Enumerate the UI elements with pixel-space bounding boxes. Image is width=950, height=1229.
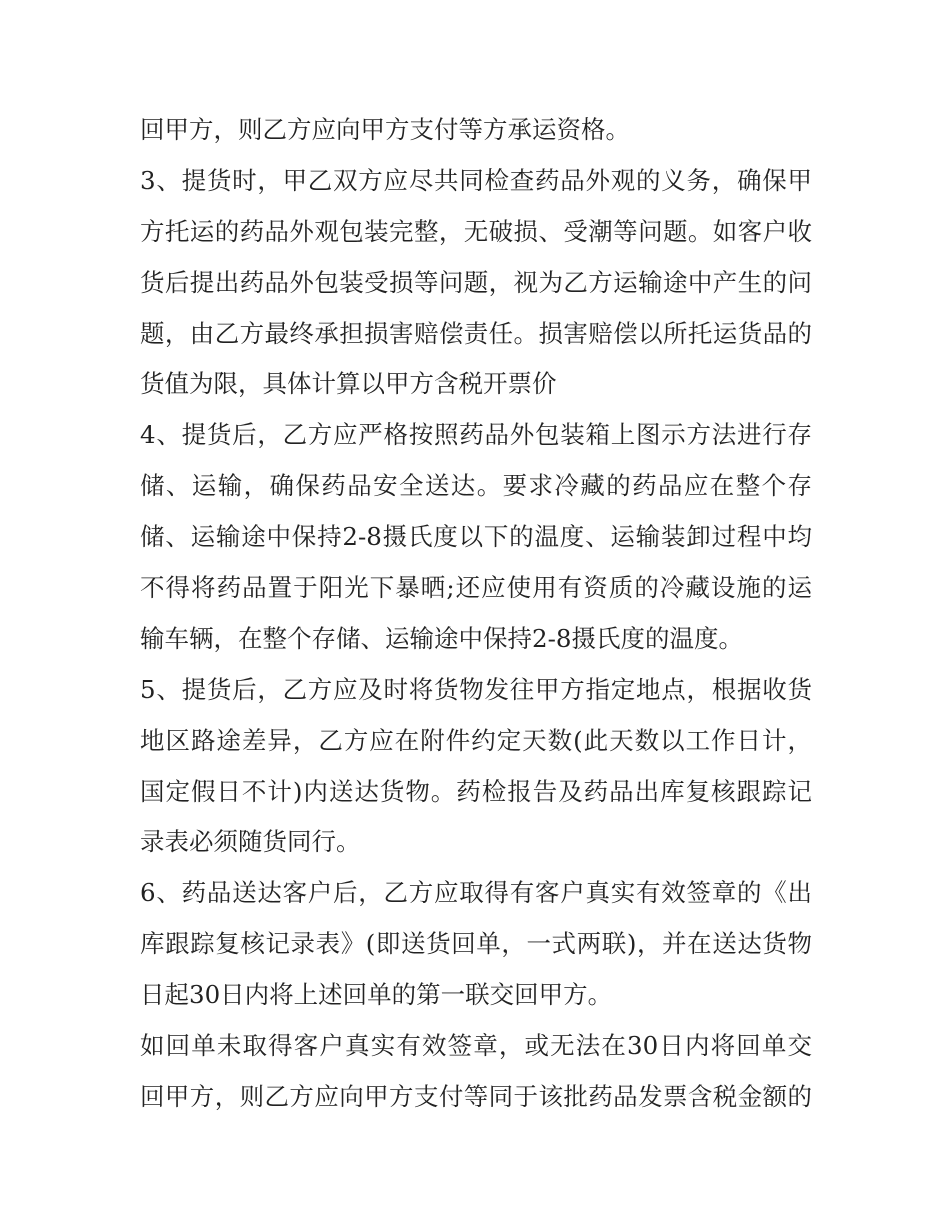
document-line: 回甲方，则乙方应向甲方支付等同于该批药品发票含税金额的 bbox=[140, 1081, 812, 1111]
document-line: 货值为限，具体计算以甲方含税开票价 bbox=[140, 369, 557, 399]
document-line: 5、提货后，乙方应及时将货物发往甲方指定地点，根据收货 bbox=[140, 674, 812, 704]
document-line: 6、药品送达客户后，乙方应取得有客户真实有效签章的《出 bbox=[140, 878, 812, 908]
document-line: 回甲方，则乙方应向甲方支付等方承运资格。 bbox=[140, 115, 630, 144]
document-line: 方托运的药品外观包装完整，无破损、受潮等问题。如客户收 bbox=[140, 216, 812, 246]
document-line: 储、运输途中保持2-8摄氏度以下的温度、运输装卸过程中均 bbox=[140, 522, 812, 552]
document-line: 国定假日不计)内送达货物。药检报告及药品出库复核跟踪记 bbox=[140, 776, 812, 806]
document-line: 输车辆，在整个存储、运输途中保持2-8摄氏度的温度。 bbox=[140, 623, 743, 653]
document-line: 不得将药品置于阳光下暴晒;还应使用有资质的冷藏设施的运 bbox=[140, 573, 812, 603]
document-line: 货后提出药品外包装受损等问题，视为乙方运输途中产生的问 bbox=[140, 267, 812, 297]
document-line: 储、运输，确保药品安全送达。要求冷藏的药品应在整个存 bbox=[140, 471, 812, 501]
document-body bbox=[140, 105, 812, 1123]
document-line: 日起30日内将上述回单的第一联交回甲方。 bbox=[140, 980, 613, 1010]
document-line: 题，由乙方最终承担损害赔偿责任。损害赔偿以所托运货品的 bbox=[140, 318, 812, 348]
document-line: 录表必须随货同行。 bbox=[140, 827, 361, 857]
document-line: 如回单未取得客户真实有效签章，或无法在30日内将回单交 bbox=[140, 1031, 812, 1061]
document-line: 4、提货后，乙方应严格按照药品外包装箱上图示方法进行存 bbox=[140, 420, 812, 450]
document-line: 库跟踪复核记录表》(即送货回单，一式两联)，并在送达货物 bbox=[140, 929, 812, 959]
document-line: 3、提货时，甲乙双方应尽共同检查药品外观的义务，确保甲 bbox=[140, 165, 812, 195]
document-line: 地区路途差异，乙方应在附件约定天数(此天数以工作日计， bbox=[140, 725, 812, 755]
